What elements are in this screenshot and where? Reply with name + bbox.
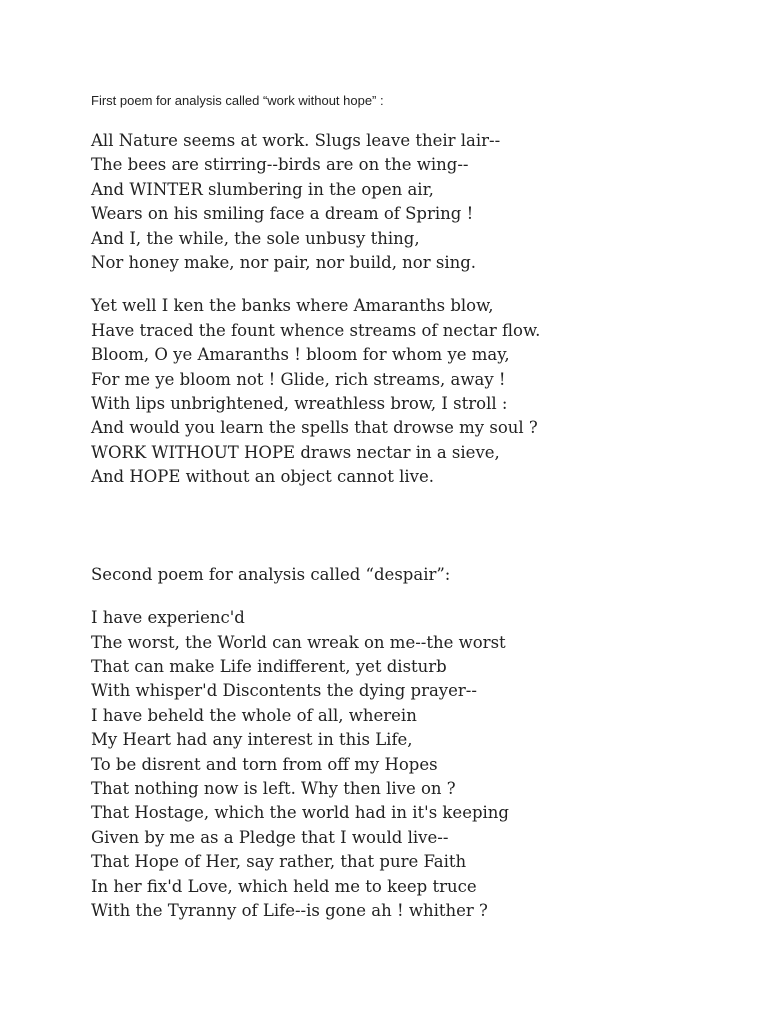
poem-line: My Heart had any interest in this Life, <box>91 730 413 750</box>
poem-line: With lips unbrightened, wreathless brow, I stroll : <box>91 394 508 414</box>
poem-line: With whisper'd Discontents the dying prayer-- <box>91 681 477 701</box>
poem-line: All Nature seems at work. Slugs leave their lair-- <box>91 131 501 150</box>
poem-line: And would you learn the spells that drowse my soul ? <box>91 418 538 438</box>
poem-line: Given by me as a Pledge that I would live-- <box>91 827 449 847</box>
poem-line: I have experienc'd <box>91 608 245 628</box>
poem-line: And WINTER slumbering in the open air, <box>91 179 434 199</box>
poem-line: That Hope of Her, say rather, that pure Faith <box>91 852 467 872</box>
poem-line: And I, the while, the sole unbusy thing, <box>91 228 420 248</box>
poem-line: The worst, the World can wreak on me--the worst <box>91 632 506 652</box>
poem-line: And HOPE without an object cannot live. <box>91 467 434 487</box>
poem-line: Nor honey make, nor pair, nor build, nor sing. <box>91 253 477 273</box>
poem-line: Wears on his smiling face a dream of Spring ! <box>91 204 474 224</box>
poem-line: Have traced the fount whence streams of nectar flow. <box>91 320 541 340</box>
poem-line: Bloom, O ye Amaranths ! bloom for whom ye may, <box>91 345 510 365</box>
poem-line: For me ye bloom not ! Glide, rich streams, away ! <box>91 369 506 389</box>
poem-line: Yet well I ken the banks where Amaranths blow, <box>91 296 494 316</box>
poem-line: That can make Life indifferent, yet disturb <box>91 656 447 676</box>
poem-line: That nothing now is left. Why then live on ? <box>91 778 456 798</box>
poem-line: With the Tyranny of Life--is gone ah ! whither ? <box>91 900 488 920</box>
poem-line: That Hostage, which the world had in it's keeping <box>91 803 509 823</box>
poem-line: WORK WITHOUT HOPE draws nectar in a sieve, <box>91 442 500 462</box>
poem2-heading: Second poem for analysis called “despair”: <box>91 564 451 584</box>
section-spacer <box>91 490 768 563</box>
poem2-stanza-1 <box>91 606 768 923</box>
poem1-heading: First poem for analysis called “work without hope” : <box>91 93 384 108</box>
poem1-stanza-1 <box>91 129 768 275</box>
poem-line: I have beheld the whole of all, wherein <box>91 705 417 725</box>
poem-line: In her fix'd Love, which held me to keep truce <box>91 876 477 896</box>
poem-line: To be disrent and torn from off my Hopes <box>91 754 438 774</box>
stanza-spacer <box>91 275 768 294</box>
poem1-stanza-2 <box>91 294 768 489</box>
poem-line: The bees are stirring--birds are on the wing-- <box>91 155 469 175</box>
